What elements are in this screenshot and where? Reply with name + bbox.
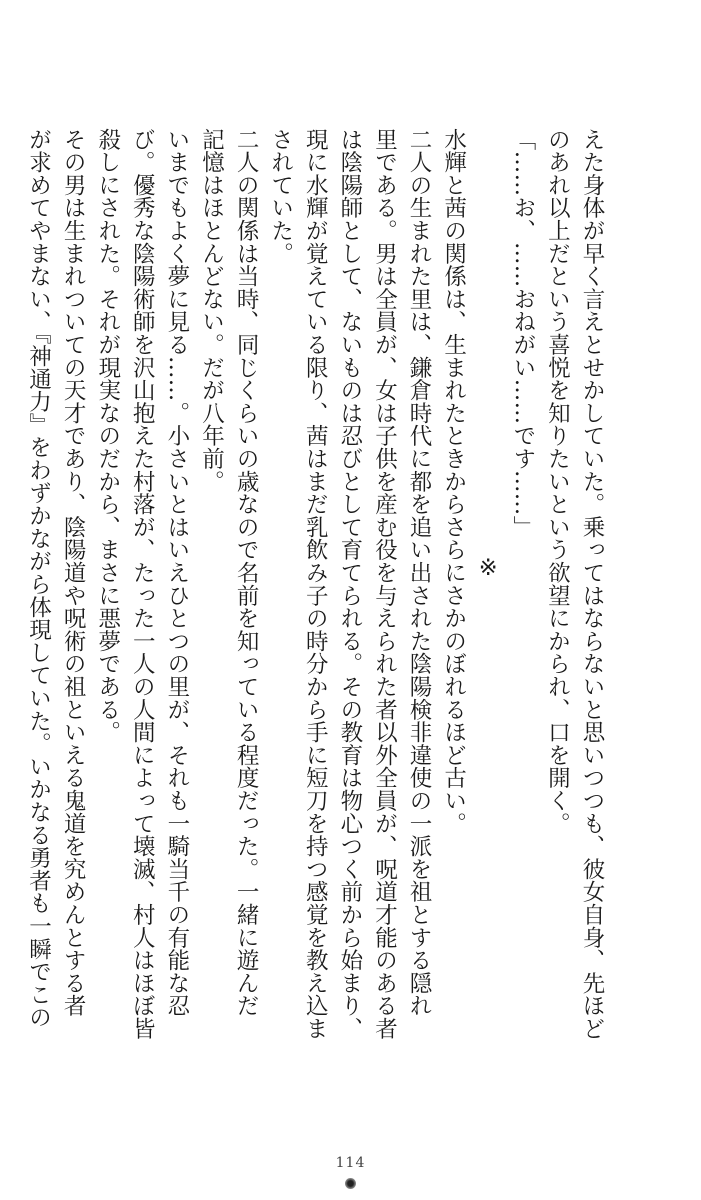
page-ornament-icon [345, 1178, 356, 1189]
text-line: 現に水輝が覚えている限り、茜はまだ乳飲み子の時分から手に短刀を持つ感覚を教え込ま [302, 128, 329, 1040]
text-line: 二人の関係は当時、同じくらいの歳なので名前を知っている程度だった。一緒に遊んだ [233, 128, 260, 1018]
text-line: えた身体が早く言えとせかしていた。乗ってはならないと思いつつも、彼女自身、先ほど [579, 128, 605, 1040]
text-line: 二人の生まれた里は、鎌倉時代に都を追い出された陰陽検非違使の一派を祖とする隠れ [406, 128, 433, 1018]
text-line: 記憶はほとんどない。だが八年前。 [198, 128, 225, 493]
text-line: いまでもよく夢に見る……。小さいとはいえひとつの里が、それも一騎当千の有能な忍 [163, 128, 190, 1018]
text-line: されていた。 [267, 128, 294, 265]
text-line: 水輝と茜の関係は、生まれたときからさらにさかのぼれるほど古い。 [440, 128, 467, 835]
text-line: が求めてやまない、『神通力』をわずかながら体現していた。いかなる勇者も一瞬でこの [25, 128, 52, 1029]
text-line: のあれ以上だという喜悦を知りたいという欲望にかられ、口を開く。 [544, 128, 571, 835]
vertical-text-body [21, 128, 609, 1040]
page-number: 114 [335, 1155, 366, 1171]
section-break-mark: ※ [475, 554, 502, 582]
text-line: び。優秀な陰陽術師を沢山抱えた村落が、たった一人の人間によって壊滅、村人はほぼ皆 [129, 128, 156, 1040]
text-line: 里である。男は全員が、女は子供を産む役を与えられた者以外全員が、呪道才能のある者 [371, 128, 398, 1040]
text-line: は陰陽師として、ないものは忍びとして育てられる。その教育は物心つく前から始まり、 [336, 128, 363, 1040]
dialogue-line: 「……お、……おねがい……です……」 [509, 128, 536, 539]
text-line: 殺しにされた。それが現実なのだから、まさに悪夢である。 [94, 128, 121, 744]
text-line: その男は生まれついての天才であり、陰陽道や呪術の祖といえる鬼道を究めんとする者 [60, 128, 87, 1018]
